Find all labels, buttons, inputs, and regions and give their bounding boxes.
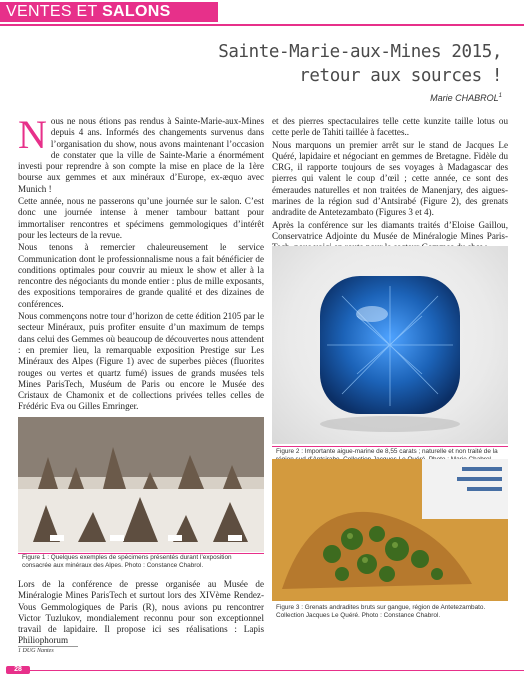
footer-divider [30,670,524,671]
footnote: 1 DUG Nantes [18,648,54,654]
caption-divider [272,446,508,447]
article-title [142,40,502,88]
paragraph: Cette année, nous ne passerons qu’une journée sur le salon. C’est donc une journée intense à mener tambour battant pour immortaliser rencontres et spécimens gemmologiques d’intérêt pour les lecteurs de la revue. [18,196,264,240]
header-divider [0,24,524,26]
article-title-line2: retour aux sources ! [299,66,502,86]
figure-2-photo [272,246,508,444]
paragraph: Lors de la conférence de presse organisée au Musée de Minéralogie Mines ParisTech et surtout lors des XIVème Rendez-Vous Gemmologiques de Paris (R), nous avions pu rencontrer Victor Tuzlukov, mondialement reconnu pour son exceptionnel travail de lapidaire. Il propose ici ses réalisations : Lapis Philiophorum [18,579,264,646]
paragraph: Nous marquons un premier arrêt sur le stand de Jacques Le Quéré, lapidaire et négociant en gemmes de Bretagne. Fidèle du CRG, il rapporte toujours de ses voyages à Madagascar des pierres qui valent le coup d’œil ; cette année, ce sont des émeraudes naturelles et non traitées de Manenjary, des aigues-marines de la région sud d’Antsirabé (Figure 2), des grenats andradite de Antetezambato (Figures 3 et 4). [272,139,508,218]
aquamarine-gem-illustration [272,246,508,444]
paragraph: Nous tenons à remercier chaleureusement le service Communication dont le professionnalisme nous a fait bénéficier de conditions optimales pour couvrir au mieux le show et aller à la rencontre des négociants du monde entier : plus de mille exposants, des expositions temporaires de grande qualité et des dizaines de conférences. [18,242,264,309]
paragraph: Après la conférence sur les diamants traités d’Eloise Gaillou, Conservatrice Adjointe du Musée de Minéralogie Mines Paris- [272,219,508,241]
figure-3-caption: Figure 3 : Grenats andradites bruts sur gangue, région de Antetezambato. Collection Jacques Le Quéré. Photo : Constance Chabrol. [276,604,486,619]
garnet-specimen-illustration [272,459,508,601]
figure-1-caption: Figure 1 : Quelques exemples de spécimens présentés durant l’exposition consacrée aux minéraux des Alpes. Photo : Constance Chabrol. [22,554,232,569]
figure-1-photo [18,417,264,552]
article-title-line1: Sainte-Marie-aux-Mines 2015, [218,42,502,62]
author-footnote-ref: 1 [498,93,502,99]
author-name: Marie CHABROL [430,93,499,103]
drop-cap: N [18,112,47,157]
left-column-continued [18,579,264,647]
section-title-light: VENTES ET [6,3,98,20]
left-column [18,112,264,414]
paragraph-text: ous ne nous étions pas rendus à Sainte-Marie-aux-Mines depuis 4 ans. Informés des changements survenus dans l’organisation du show, nous avons maintenant l’occasion de constater que la ville de Sainte-Marie a énormément investi pour reprendre à son compte la mise en place de la 1ère bourse aux gemmes et aux minéraux d’Europe, ex-æquo avec Munich ! [18,116,264,194]
section-title [6,3,171,21]
paragraph: Nous commençons notre tour d’horizon de cette édition 2105 par le secteur Minéraux, puis profiter ensuite d’un maximum de temps dans celui des Gemmes où beaucoup de découvertes nous attendent : en premier lieu, la remarquable exposition Prestige sur Les Minéraux des Alpes (Figure 1) avec de superbes pièces (fluorites rouges ou vertes et quartz fumé) issues de grands musées tels Mines ParisTech, Muséum de Paris ou encore le Musée des Cristaux de Chamonix et de collections privées telles celles de Frédéric Eva ou Gilles Emringer. [18,311,264,412]
paragraph: et des pierres spectaculaires telle cette kunzite taille lotus ou cette perle de Tahiti taillée à facettes.. [272,116,508,138]
article-author [430,93,502,103]
figure-3-photo [272,459,508,601]
paragraph [18,112,264,195]
section-title-bold: SALONS [102,3,171,20]
footnote-divider [18,646,78,647]
mineral-display-illustration [18,417,264,552]
page-number: 28 [6,666,30,674]
section-header [0,0,524,26]
figure-2-caption: Figure 2 : Importante aigue-marine de 8,55 carats ; naturelle et non traité de la [276,448,498,455]
